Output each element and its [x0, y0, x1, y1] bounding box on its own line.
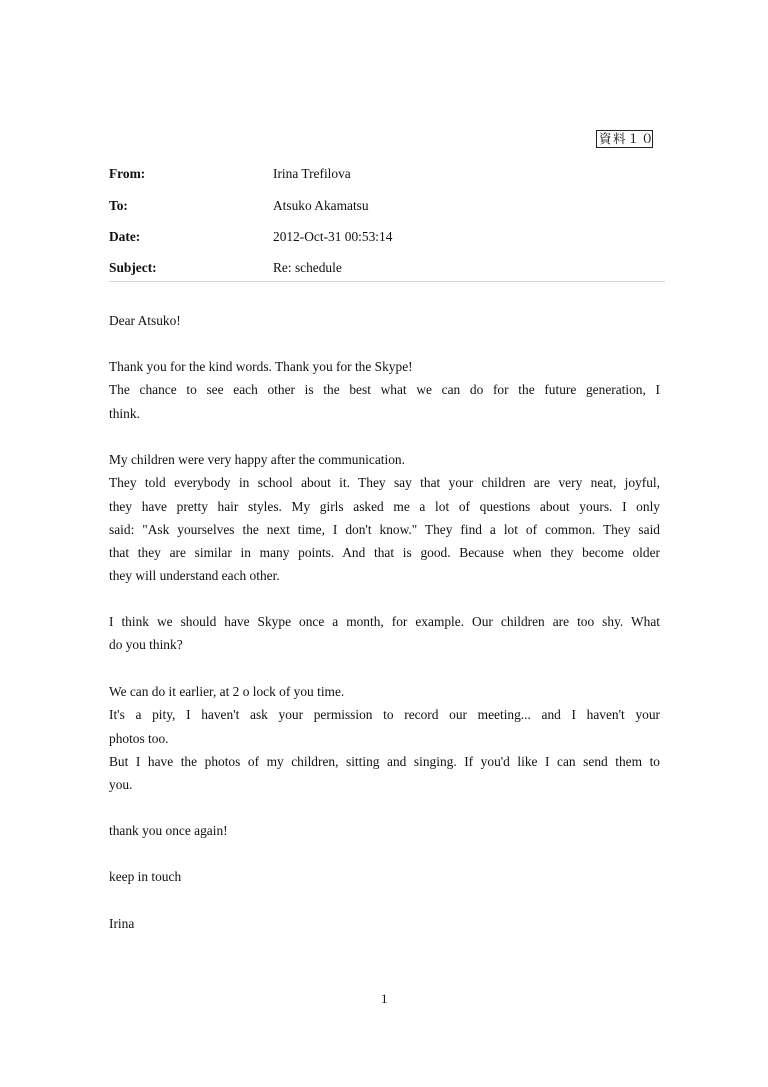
header-subject-row	[109, 260, 665, 280]
paragraph-2-line: they have pretty hair styles. My girls asked me a lot of questions about yours. I only	[109, 498, 660, 514]
paragraph-5: thank you once again!	[109, 823, 228, 838]
paragraph-3	[109, 610, 660, 657]
page-number: 1	[381, 991, 388, 1006]
paragraph-2	[109, 448, 660, 588]
from-label: From:	[109, 166, 146, 181]
header-from-row	[109, 166, 665, 186]
paragraph-4-line: photos too.	[109, 730, 169, 746]
paragraph-1-line: The chance to see each other is the best what we can do for the future generation, I	[109, 382, 660, 398]
paragraph-3-line: do you think?	[109, 637, 183, 653]
subject-label: Subject:	[109, 260, 157, 275]
paragraph-6: keep in touch	[109, 869, 182, 884]
date-value: 2012-Oct-31 00:53:14	[273, 229, 393, 244]
to-value: Atsuko Akamatsu	[273, 198, 369, 213]
paragraph-1	[109, 355, 660, 425]
paragraph-4	[109, 680, 660, 796]
paragraph-2-line: My children were very happy after the communication.	[109, 452, 405, 467]
paragraph-1-line: Thank you for the kind words. Thank you for the Skype!	[109, 359, 413, 374]
from-value: Irina Trefilova	[273, 166, 351, 181]
signature: Irina	[109, 916, 135, 931]
header-to-row	[109, 198, 665, 218]
paragraph-2-line: said: "Ask yourselves the next time, I don't know." They find a lot of common. They said	[109, 521, 660, 537]
to-label: To:	[109, 198, 128, 213]
header-date-row	[109, 229, 665, 249]
paragraph-2-line: they will understand each other.	[109, 568, 280, 584]
paragraph-2-line: that they are similar in many points. And that is good. Because when they become older	[109, 545, 660, 561]
paragraph-4-line: you.	[109, 777, 133, 793]
paragraph-3-line: I think we should have Skype once a month, for example. Our children are too shy. What	[109, 614, 660, 629]
document-label: 資料１０	[596, 130, 653, 148]
paragraph-4-line: We can do it earlier, at 2 o lock of you time.	[109, 684, 345, 699]
date-label: Date:	[109, 229, 141, 244]
greeting: Dear Atsuko!	[109, 313, 181, 328]
paragraph-4-line: It's a pity, I haven't ask your permission to record our meeting... and I haven't your	[109, 707, 660, 723]
paragraph-1-line: think.	[109, 405, 140, 421]
subject-value: Re: schedule	[273, 260, 342, 275]
header-divider	[109, 281, 665, 282]
paragraph-4-line: But I have the photos of my children, sitting and singing. If you'd like I can send them to	[109, 753, 660, 769]
paragraph-2-line: They told everybody in school about it. They say that your children are very neat, joyful,	[109, 475, 660, 491]
